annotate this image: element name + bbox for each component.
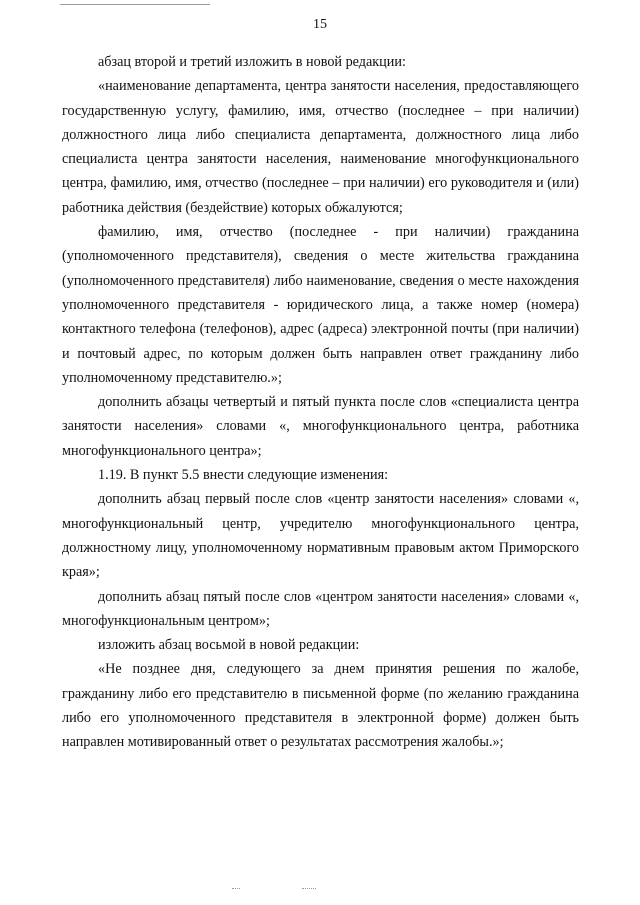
scan-edge-line (60, 4, 210, 5)
paragraph-1: абзац второй и третий изложить в новой редакции: (98, 54, 406, 70)
paragraph-8: изложить абзац восьмой в новой редакции: (98, 637, 360, 654)
paragraph-6: дополнить абзац первый после слов «центр занятости населения» словами «, многофункциональный центр, учредителю многофункционального центра, должностному лицу, уполномоченному нормативным правовым актом Приморского края»; (62, 491, 579, 581)
paragraph-4: дополнить абзацы четвертый и пятый пункта после слов «специалиста центра занятости населения» словами «, многофункционального центра, работника многофункционального центра»; (62, 394, 579, 459)
paragraph-3: фамилию, имя, отчество (последнее - при наличии) гражданина (уполномоченного представителя), сведения о месте жительства гражданина (уполномоченного представителя) либо наименование, сведения о месте нахождения уполномоченного представителя - юридического лица, а также номер (номера) контактного телефона (телефонов), адрес (адреса) электронной почты (при наличии) и почтовый адрес, по которым должен быть направлен ответ гражданину либо уполномоченному представителю.»; (62, 224, 579, 386)
footer-scan-dots (232, 888, 240, 889)
paragraph-5: 1.19. В пункт 5.5 внести следующие изменения: (98, 467, 389, 484)
paragraph-2: «наименование департамента, центра занятости населения, предоставляющего государственную услугу, фамилию, имя, отчество (последнее – при наличии) должностного лица либо специалиста департамента, должностного лица либо специалиста центра занятости населения, наименование многофункционального центра, фамилию, имя, отчество (последнее – при наличии) его руководителя и (или) работника действия (бездействие) которых обжалуются; (62, 78, 579, 216)
paragraph-9: «Не позднее дня, следующего за днем принятия решения по жалобе, гражданину либо его представителю в письменной форме (по желанию гражданина либо его уполномоченного представителя в электронной форме) должен быть направлен мотивированный ответ о результатах рассмотрения жалобы.»; (62, 661, 579, 751)
footer-scan-dots (302, 888, 316, 889)
page-number: 15 (313, 17, 327, 32)
document-body (62, 50, 579, 755)
paragraph-7: дополнить абзац пятый после слов «центром занятости населения» словами «, многофункциональным центром»; (62, 588, 579, 629)
